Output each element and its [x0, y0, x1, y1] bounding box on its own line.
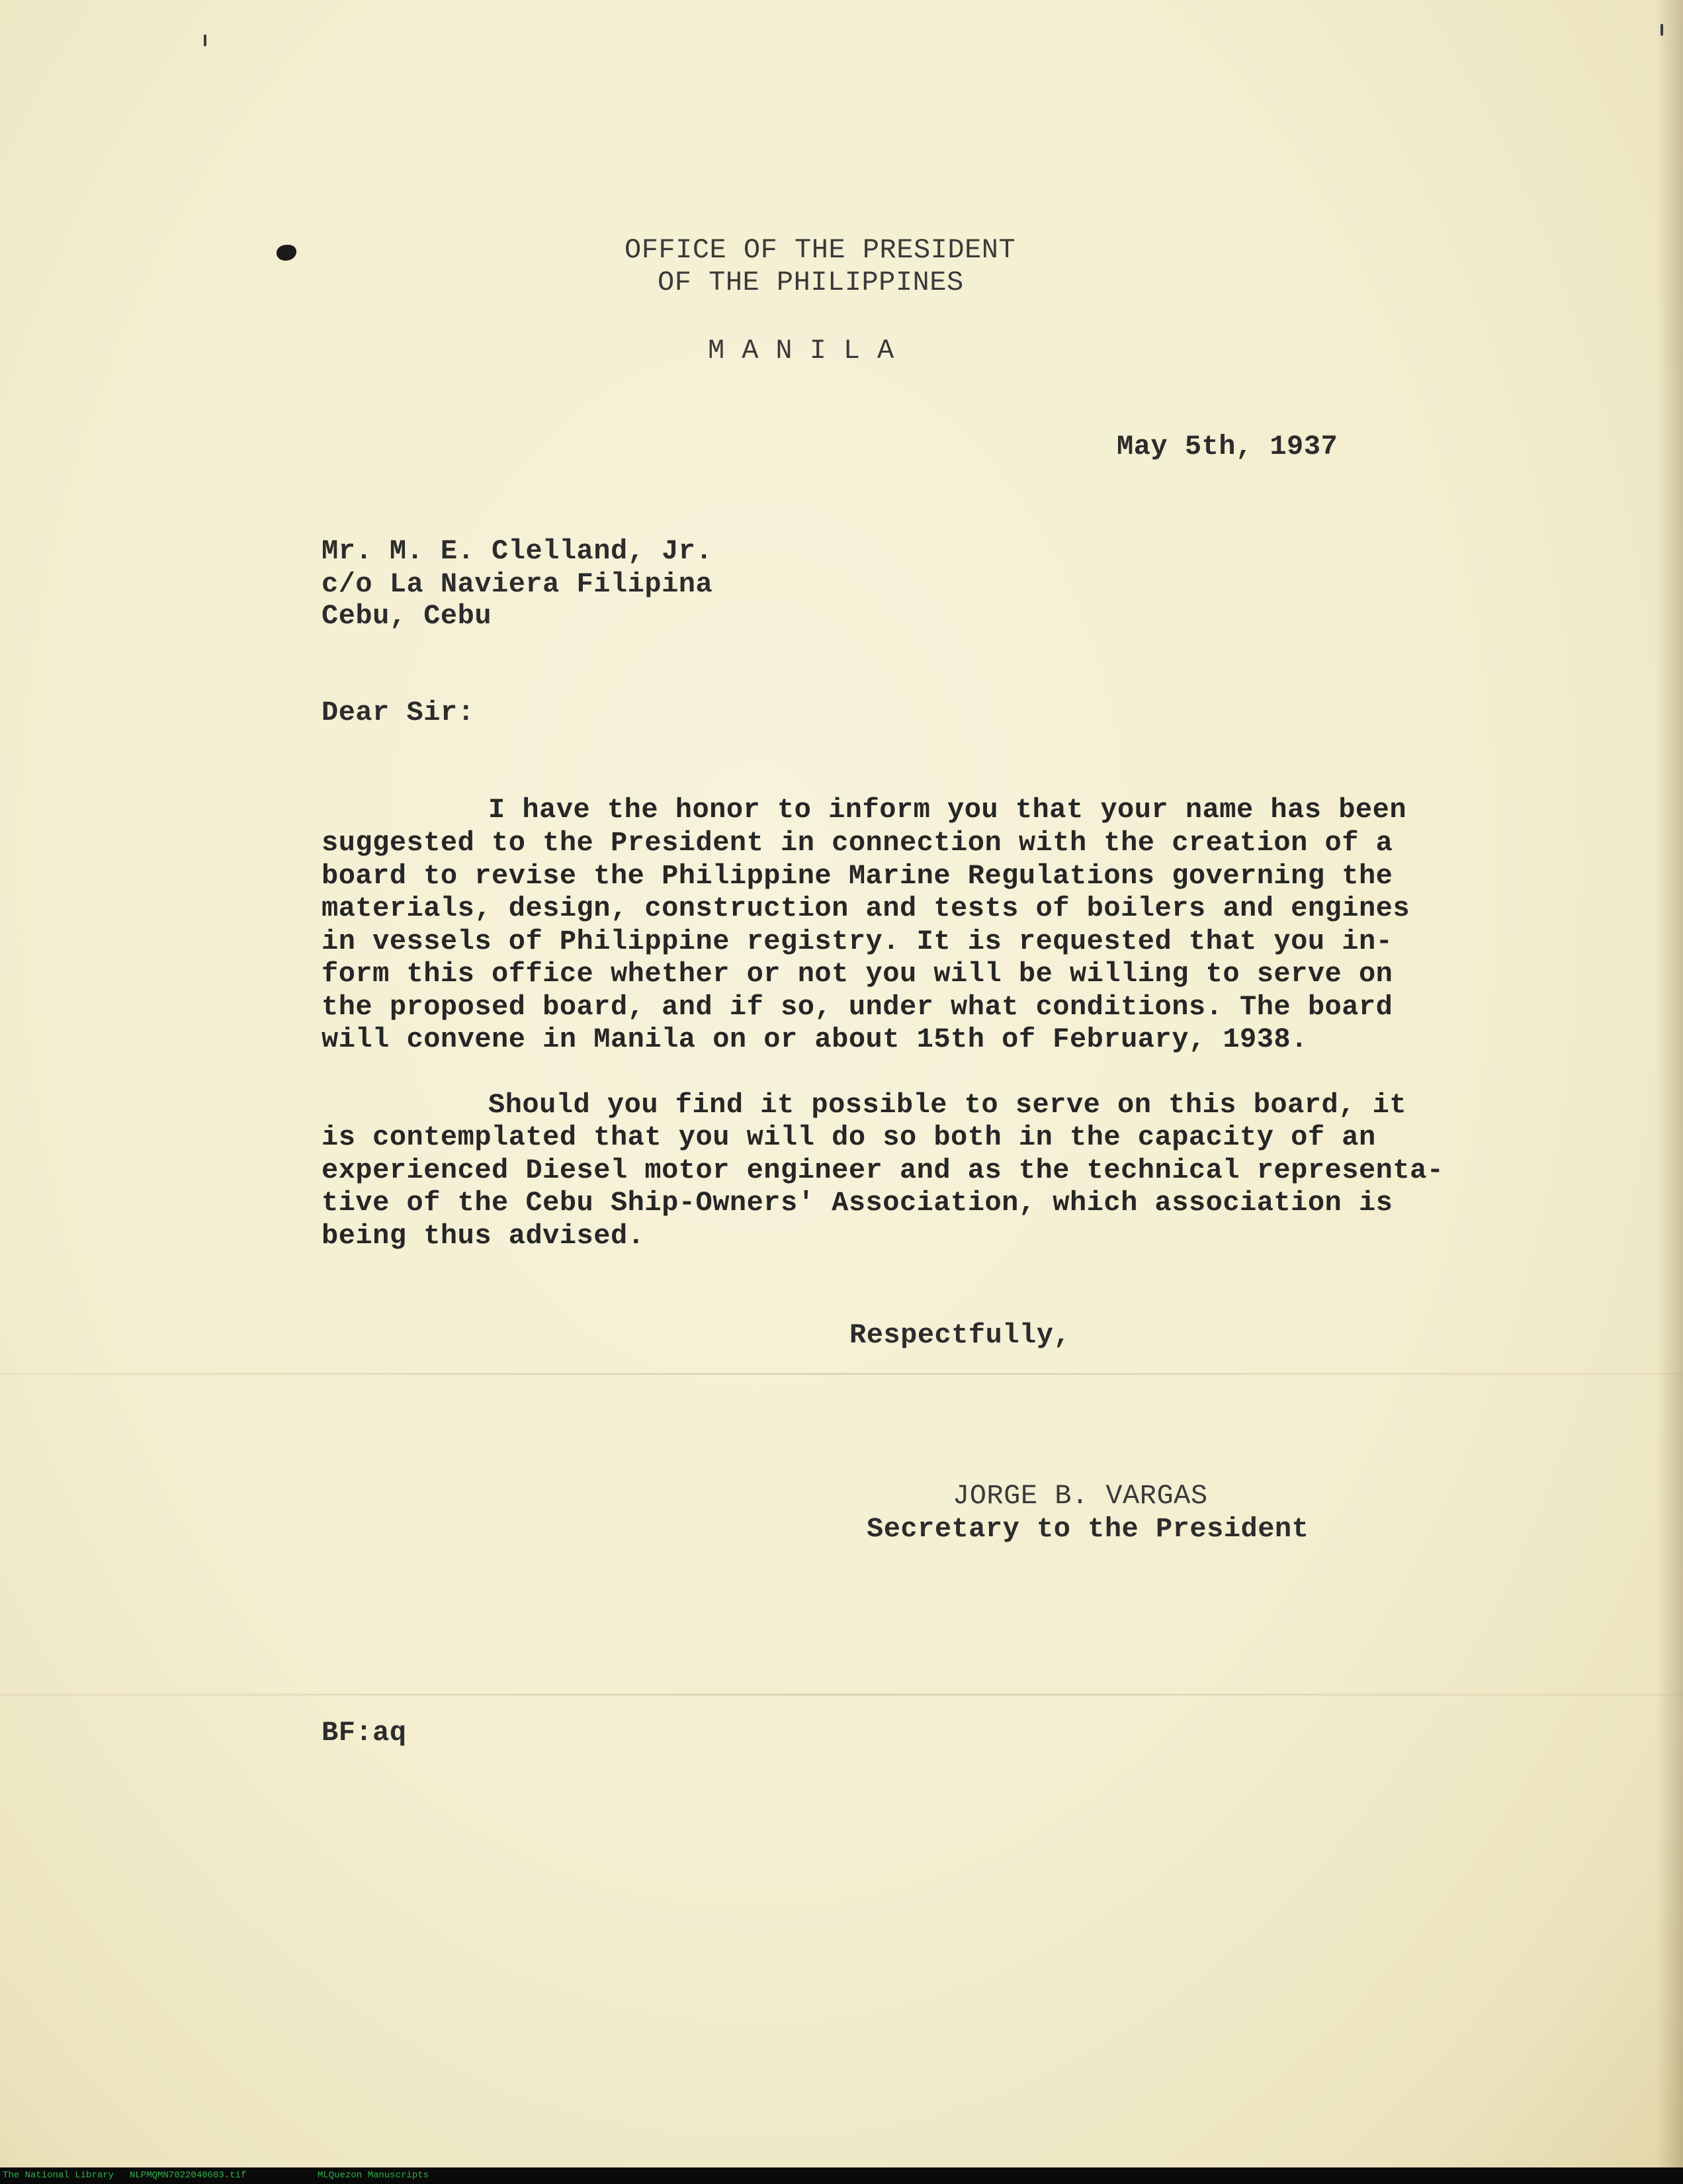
paragraph-line: in vessels of Philippine registry. It is requested that you in- [322, 926, 1393, 957]
page-edge-shadow [1657, 0, 1683, 2167]
letter-date: May 5th, 1937 [1117, 431, 1338, 462]
letterhead-line-1: OFFICE OF THE PRESIDENT [625, 234, 1016, 266]
paragraph-line: suggested to the President in connection with the creation of a [322, 827, 1393, 859]
signature-name: JORGE B. VARGAS [953, 1480, 1208, 1512]
recipient-address-line-2: c/o La Naviera Filipina [322, 568, 713, 600]
footer-file-name: NLPMQMN7022040603.tif [130, 2170, 247, 2181]
letterhead-city: MANILA [708, 335, 912, 367]
recipient-name: Mr. M. E. Clelland, Jr. [322, 535, 713, 567]
paragraph-line: form this office whether or not you will be willing to serve on [322, 958, 1393, 990]
paragraph-line: tive of the Cebu Ship-Owners' Association, which association is [322, 1187, 1393, 1219]
ink-blot [277, 245, 296, 261]
paragraph-line: the proposed board, and if so, under what conditions. The board [322, 991, 1393, 1023]
paragraph-line: being thus advised. [322, 1220, 645, 1252]
paragraph-line: will convene in Manila on or about 15th of February, 1938. [322, 1024, 1308, 1055]
closing: Respectfully, [849, 1319, 1071, 1351]
footer-library-name: The National Library [3, 2170, 114, 2181]
paper-speck [1661, 24, 1663, 36]
letterhead-line-2: OF THE PHILIPPINES [658, 267, 964, 298]
paper-speck [204, 34, 206, 46]
paragraph-line: is contemplated that you will do so both in the capacity of an [322, 1121, 1376, 1153]
reference-initials: BF:aq [322, 1717, 407, 1749]
recipient-address-line-3: Cebu, Cebu [322, 600, 492, 632]
paragraph-line: Should you find it possible to serve on this board, it [488, 1089, 1407, 1121]
paper-fold-line [0, 1694, 1683, 1696]
paragraph-line: I have the honor to inform you that your name has been [488, 794, 1407, 826]
paragraph-line: experienced Diesel motor engineer and as the technical representa- [322, 1155, 1444, 1186]
signature-title: Secretary to the President [867, 1513, 1309, 1545]
paper-fold-line [0, 1373, 1683, 1375]
paragraph-line: materials, design, construction and tests of boilers and engines [322, 893, 1410, 924]
paragraph-line: board to revise the Philippine Marine Regulations governing the [322, 860, 1393, 892]
footer-collection-name: MLQuezon Manuscripts [318, 2170, 429, 2181]
archive-footer-bar [0, 2167, 1683, 2184]
salutation: Dear Sir: [322, 697, 475, 728]
